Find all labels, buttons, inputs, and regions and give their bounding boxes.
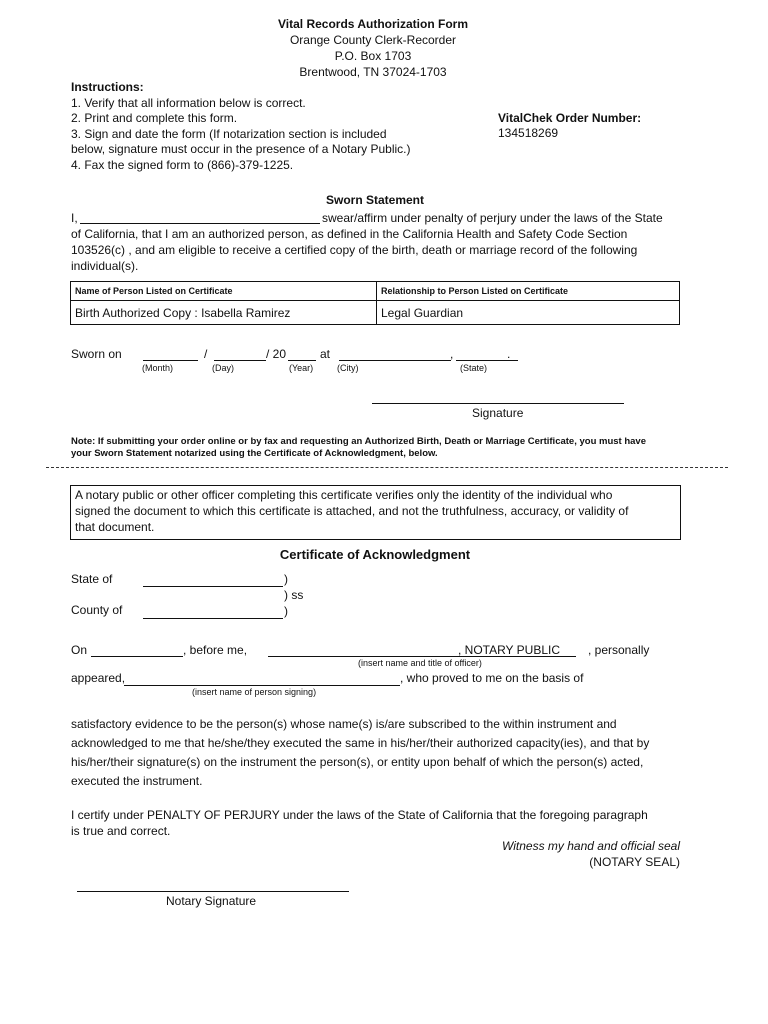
table-header-row — [71, 282, 680, 301]
state-of-line[interactable] — [143, 585, 283, 587]
county-of-label: County of — [71, 603, 123, 617]
paren-2: ) — [284, 604, 288, 618]
order-number: 134518269 — [498, 126, 559, 140]
note-line1: Note: If submitting your order online or by fax and requesting an Authorized Birth, Death or Marriage Certificate, you must have — [71, 436, 647, 447]
table-header-relationship: Relationship to Person Listed on Certificate — [377, 282, 680, 301]
sworn-statement-heading: Sworn Statement — [325, 193, 424, 207]
sworn-on-label: Sworn on — [71, 347, 122, 361]
year-prefix: / 20 — [266, 347, 287, 361]
form-title: Vital Records Authorization Form — [277, 17, 469, 31]
instruction-item: below, signature must occur in the presence of a Notary Public.) — [71, 142, 411, 156]
date-line[interactable] — [91, 655, 183, 657]
instruction-item: 3. Sign and date the form (If notarization section is included — [71, 127, 387, 141]
period: . — [507, 347, 511, 361]
appeared-label: appeared, — [71, 671, 126, 685]
body-line4: executed the instrument. — [71, 774, 203, 788]
day-line[interactable] — [214, 359, 266, 361]
witness-text: Witness my hand and official seal — [502, 839, 680, 853]
state-of-label: State of — [71, 572, 113, 586]
city-caption: (City) — [337, 363, 359, 373]
sworn-line3: 103526(c) , and am eligible to receive a certified copy of the birth, death or marriage record of the following — [71, 243, 638, 257]
notary-signature-line[interactable] — [77, 890, 349, 892]
instruction-item: 2. Print and complete this form. — [71, 111, 238, 125]
body-line1: satisfactory evidence to be the person(s) whose name(s) is/are subscribed to the within instrument and — [71, 717, 617, 731]
sworn-line4: individual(s). — [71, 259, 139, 273]
sworn-i: I, — [71, 211, 78, 225]
body-line2: acknowledged to me that he/she/they executed the same in his/her/their authorized capacity(ies), and that by — [71, 736, 650, 750]
personally: , personally — [588, 643, 650, 657]
table-header-name: Name of Person Listed on Certificate — [71, 282, 377, 301]
disclaimer-line1: A notary public or other officer completing this certificate verifies only the identity of the individual who — [75, 488, 613, 502]
certify-line2: is true and correct. — [71, 824, 171, 838]
city-line-field[interactable] — [339, 359, 451, 361]
signature-line[interactable] — [372, 402, 624, 404]
signature-label: Signature — [472, 406, 524, 420]
table-row — [71, 301, 680, 325]
instruction-item: 1. Verify that all information below is correct. — [71, 96, 306, 110]
notary-public: , NOTARY PUBLIC — [458, 643, 561, 657]
comma: , — [450, 347, 454, 361]
sworn-line1: swear/affirm under penalty of perjury under the laws of the State — [322, 211, 663, 225]
month-caption: (Month) — [142, 363, 174, 373]
signer-name-line[interactable] — [124, 684, 400, 686]
before-me: , before me, — [183, 643, 248, 657]
office-name: Orange County Clerk-Recorder — [289, 33, 457, 47]
year-line[interactable] — [288, 359, 316, 361]
notary-seal-text: (NOTARY SEAL) — [589, 855, 680, 869]
notary-signature-label: Notary Signature — [166, 894, 257, 908]
po-box: P.O. Box 1703 — [334, 49, 412, 63]
acknowledgment-heading: Certificate of Acknowledgment — [279, 547, 471, 562]
paren-1: ) — [284, 572, 288, 586]
affiant-name-line[interactable] — [80, 222, 320, 224]
table-cell-relationship: Legal Guardian — [377, 301, 680, 325]
certify-line1: I certify under PENALTY OF PERJURY under the laws of the State of California that the foregoing paragraph — [71, 808, 648, 822]
day-caption: (Day) — [212, 363, 234, 373]
instruction-item: 4. Fax the signed form to (866)-379-1225. — [71, 158, 294, 172]
disclaimer-line2: signed the document to which this certificate is attached, and not the truthfulness, accuracy, or validity of — [75, 504, 629, 518]
body-line3: his/her/their signature(s) on the instrument the person(s), or entity upon behalf of which the person(s) acted, — [71, 755, 644, 769]
table-cell-name: Birth Authorized Copy : Isabella Ramirez — [71, 301, 377, 325]
proved-text: , who proved to me on the basis of — [400, 671, 584, 685]
state-caption: (State) — [460, 363, 488, 373]
instructions-heading: Instructions: — [71, 80, 144, 94]
disclaimer-line3: that document. — [75, 520, 155, 534]
slash: / — [204, 347, 208, 361]
insert-signer-caption: (insert name of person signing) — [192, 687, 317, 697]
cut-line-divider — [46, 467, 728, 468]
year-caption: (Year) — [289, 363, 314, 373]
order-number-label: VitalChek Order Number: — [498, 111, 642, 125]
month-line[interactable] — [143, 359, 198, 361]
county-of-line[interactable] — [143, 617, 283, 619]
sworn-line2: of California, that I am an authorized person, as defined in the California Health and Safety Code Section — [71, 227, 628, 241]
ss-label: ) ss — [284, 588, 304, 602]
note-line2: your Sworn Statement notarized using the Certificate of Acknowledgment, below. — [71, 448, 438, 459]
at-label: at — [320, 347, 331, 361]
city-line: Brentwood, TN 37024-1703 — [299, 65, 447, 79]
certificate-table — [70, 281, 680, 325]
insert-officer-caption: (insert name and title of officer) — [358, 658, 482, 668]
on-label: On — [71, 643, 88, 657]
